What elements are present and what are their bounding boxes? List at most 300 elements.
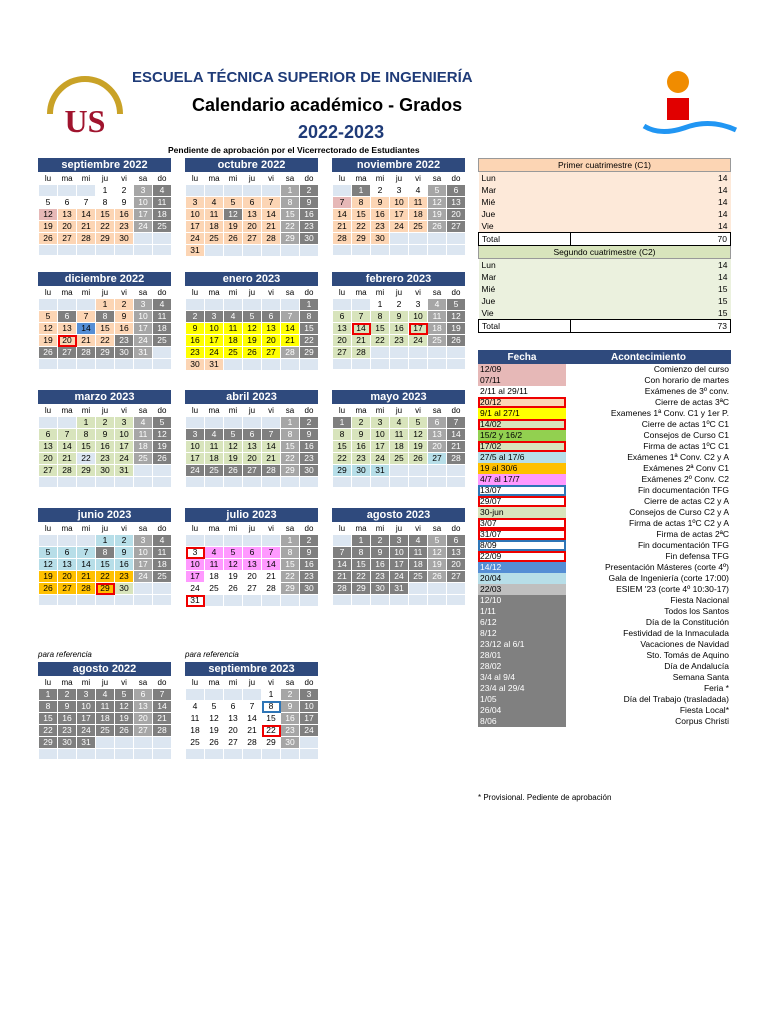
calendar-day: 9 — [96, 429, 115, 441]
calendar-day: 21 — [281, 335, 300, 347]
calendar-day: 4 — [428, 299, 447, 311]
calendar-day: 16 — [115, 209, 134, 221]
calendar-day: 23 — [300, 221, 319, 233]
calendar-day: 20 — [333, 335, 352, 347]
calendar-day: 11 — [409, 547, 428, 559]
event-date: 8/09 — [478, 540, 566, 551]
calendar-day: 4 — [153, 535, 172, 547]
calendar-day: 18 — [390, 441, 409, 453]
event-description: Vacaciones de Navidad — [640, 639, 729, 649]
calendar-day: 16 — [300, 441, 319, 453]
calendar-day: 6 — [243, 429, 262, 441]
calendar-empty-cell — [281, 359, 300, 371]
weekday-label: lu — [333, 405, 352, 417]
weekday-label: ma — [205, 677, 224, 689]
calendar-day: 22 — [300, 335, 319, 347]
calendar-day: 31 — [390, 583, 409, 595]
weekday-label: vi — [115, 523, 134, 535]
event-row — [478, 683, 731, 694]
calendar-day: 13 — [333, 323, 352, 335]
event-description: Cierre de actas 3ªC — [654, 397, 729, 407]
weekday-label: vi — [409, 523, 428, 535]
weekday-label: lu — [333, 287, 352, 299]
calendar-empty-cell — [115, 245, 134, 256]
calendar-day: 9 — [300, 547, 319, 559]
calendar-day: 5 — [205, 701, 224, 713]
calendar-day: 12 — [115, 701, 134, 713]
calendar-day: 29 — [281, 233, 300, 245]
calendar-empty-cell — [447, 477, 466, 488]
calendar-day: 7 — [262, 197, 281, 209]
month-header: septiembre 2023 — [185, 662, 318, 676]
event-row — [478, 375, 731, 386]
calendar-day: 14 — [262, 559, 281, 571]
summary-day-count: 14 — [571, 184, 731, 196]
calendar-empty-cell — [153, 359, 172, 370]
summary-day-label: Mar — [479, 184, 571, 196]
calendar-day: 10 — [409, 311, 428, 323]
event-row — [478, 364, 731, 375]
summary-day-label: Vie — [479, 220, 571, 233]
summary-day-label: Jue — [479, 295, 571, 307]
calendar-day: 30 — [115, 583, 134, 595]
calendar-day: 29 — [352, 233, 371, 245]
calendar-day: 7 — [281, 311, 300, 323]
calendar-day: 4 — [390, 417, 409, 429]
calendar-day: 6 — [224, 701, 243, 713]
calendar-day: 30 — [58, 737, 77, 749]
calendar-day: 11 — [224, 323, 243, 335]
calendar-day: 3 — [134, 185, 153, 197]
calendar-day: 19 — [428, 559, 447, 571]
calendar-day: 2 — [300, 535, 319, 547]
event-date: 12/09 — [478, 364, 566, 375]
calendar-day: 26 — [153, 453, 172, 465]
calendar-day: 15 — [300, 323, 319, 335]
calendar-empty-cell — [186, 417, 205, 429]
weekday-label: ju — [96, 405, 115, 417]
calendar-empty-cell — [352, 477, 371, 488]
calendar-day: 23 — [58, 725, 77, 737]
calendar-day: 26 — [39, 583, 58, 595]
calendar-day: 7 — [447, 417, 466, 429]
calendar-day: 16 — [300, 209, 319, 221]
calendar-day: 10 — [205, 323, 224, 335]
calendar-empty-cell — [205, 245, 224, 257]
calendar-day: 20 — [243, 221, 262, 233]
calendar-day: 2 — [115, 185, 134, 197]
calendar-empty-cell — [390, 465, 409, 477]
calendar-empty-cell — [243, 535, 262, 547]
calendar-empty-cell — [186, 535, 205, 547]
calendar-day: 29 — [262, 737, 281, 749]
calendar-day: 20 — [447, 559, 466, 571]
month-calendar — [185, 508, 318, 607]
weekday-label: do — [153, 287, 172, 299]
event-row — [478, 408, 731, 419]
weekday-label: do — [300, 677, 319, 689]
calendar-empty-cell — [224, 299, 243, 311]
calendar-day: 10 — [77, 701, 96, 713]
calendar-empty-cell — [224, 359, 243, 371]
calendar-day: 4 — [205, 429, 224, 441]
weekday-label: do — [153, 523, 172, 535]
event-row — [478, 529, 731, 540]
calendar-day: 13 — [39, 441, 58, 453]
calendar-day: 22 — [352, 571, 371, 583]
calendar-empty-cell — [205, 477, 224, 488]
event-row — [478, 507, 731, 518]
calendar-day: 8 — [300, 311, 319, 323]
calendar-day: 7 — [352, 311, 371, 323]
weekday-label: lu — [186, 523, 205, 535]
calendar-day: 13 — [262, 323, 281, 335]
calendar-day: 2 — [115, 299, 134, 311]
pending-approval-note: Pendiente de aprobación por el Vicerrectorado de Estudiantes — [168, 145, 420, 155]
calendar-day: 10 — [115, 429, 134, 441]
event-description: Día de la Constitución — [645, 617, 729, 627]
calendar-day: 11 — [205, 559, 224, 571]
calendar-day: 13 — [243, 441, 262, 453]
calendar-empty-cell — [58, 359, 77, 370]
weekday-label: mi — [371, 405, 390, 417]
calendar-day: 19 — [224, 571, 243, 583]
calendar-day: 8 — [262, 701, 281, 713]
calendar-day: 13 — [58, 209, 77, 221]
event-row — [478, 485, 731, 496]
weekday-label: ma — [58, 287, 77, 299]
reference-label: para referencia — [38, 650, 92, 659]
calendar-empty-cell — [39, 477, 58, 488]
calendar-day: 21 — [333, 571, 352, 583]
calendar-day: 8 — [281, 197, 300, 209]
calendar-empty-cell — [409, 245, 428, 256]
calendar-day: 5 — [224, 429, 243, 441]
month-calendar — [332, 272, 465, 370]
weekday-label: mi — [371, 287, 390, 299]
month-calendar — [38, 508, 171, 606]
calendar-empty-cell — [447, 465, 466, 477]
calendar-day: 5 — [39, 197, 58, 209]
calendar-day: 28 — [153, 725, 172, 737]
calendar-day: 26 — [428, 221, 447, 233]
event-date: 31/07 — [478, 529, 566, 540]
calendar-empty-cell — [224, 477, 243, 488]
calendar-empty-cell — [153, 477, 172, 488]
calendar-day: 29 — [96, 347, 115, 359]
calendar-day: 1 — [300, 299, 319, 311]
calendar-day: 21 — [77, 221, 96, 233]
calendar-day: 3 — [186, 429, 205, 441]
calendar-day: 3 — [134, 535, 153, 547]
calendar-day: 28 — [262, 233, 281, 245]
calendar-day: 11 — [409, 197, 428, 209]
calendar-day: 30 — [96, 465, 115, 477]
weekday-label: ma — [58, 405, 77, 417]
calendar-day: 19 — [39, 335, 58, 347]
calendar-empty-cell — [428, 233, 447, 245]
event-description: Todos los Santos — [664, 606, 729, 616]
calendar-empty-cell — [58, 299, 77, 311]
calendar-day: 27 — [447, 571, 466, 583]
weekday-label: sa — [134, 287, 153, 299]
calendar-empty-cell — [447, 595, 466, 606]
calendar-day: 9 — [115, 547, 134, 559]
event-description: ESIEM '23 (corte 4º 10:30-17) — [616, 584, 729, 594]
calendar-day: 22 — [262, 725, 281, 737]
calendar-empty-cell — [153, 233, 172, 245]
school-logo — [640, 70, 740, 140]
calendar-day: 14 — [77, 323, 96, 335]
calendar-day: 1 — [96, 185, 115, 197]
calendar-day: 31 — [371, 465, 390, 477]
calendar-day: 1 — [39, 689, 58, 701]
calendar-day: 7 — [333, 547, 352, 559]
calendar-day: 23 — [96, 453, 115, 465]
weekday-label: ma — [352, 287, 371, 299]
calendar-day: 14 — [352, 323, 371, 335]
weekday-label: do — [153, 677, 172, 689]
calendar-empty-cell — [300, 477, 319, 488]
weekday-label: vi — [409, 173, 428, 185]
calendar-empty-cell — [115, 749, 134, 760]
event-row — [478, 672, 731, 683]
event-description: Fin documentación TFG — [637, 485, 729, 495]
calendar-day: 21 — [262, 571, 281, 583]
calendar-day: 8 — [352, 197, 371, 209]
weekday-label: ju — [390, 405, 409, 417]
calendar-day: 12 — [39, 209, 58, 221]
calendar-day: 27 — [58, 347, 77, 359]
weekday-label: vi — [409, 405, 428, 417]
calendar-empty-cell — [224, 535, 243, 547]
event-row — [478, 694, 731, 705]
calendar-day: 9 — [300, 429, 319, 441]
calendar-empty-cell — [153, 245, 172, 256]
event-row — [478, 419, 731, 430]
weekday-label: ma — [352, 405, 371, 417]
calendar-day: 18 — [409, 559, 428, 571]
summary-day-label: Mar — [479, 271, 571, 283]
event-row — [478, 463, 731, 474]
calendar-day: 22 — [96, 335, 115, 347]
month-header: junio 2023 — [38, 508, 171, 522]
calendar-day: 12 — [153, 429, 172, 441]
calendar-day: 25 — [96, 725, 115, 737]
weekday-label: sa — [134, 405, 153, 417]
calendar-day: 14 — [77, 559, 96, 571]
calendar-day: 2 — [96, 417, 115, 429]
weekday-label: lu — [186, 677, 205, 689]
calendar-day: 15 — [333, 441, 352, 453]
event-description: Feria * — [703, 683, 729, 693]
weekday-label: vi — [262, 405, 281, 417]
weekday-label: ju — [243, 173, 262, 185]
calendar-day: 20 — [262, 335, 281, 347]
calendar-day: 25 — [205, 233, 224, 245]
calendar-day: 28 — [77, 233, 96, 245]
calendar-empty-cell — [409, 233, 428, 245]
event-date: 19 al 30/6 — [478, 463, 566, 474]
event-description: Cierre de actas C2 y A — [643, 496, 729, 506]
calendar-day: 5 — [224, 197, 243, 209]
calendar-empty-cell — [390, 359, 409, 370]
calendar-day: 2 — [58, 689, 77, 701]
calendar-empty-cell — [77, 245, 96, 256]
weekday-label: sa — [428, 523, 447, 535]
calendar-day: 17 — [390, 209, 409, 221]
calendar-day: 12 — [428, 547, 447, 559]
calendar-day: 26 — [39, 347, 58, 359]
calendar-day: 28 — [447, 453, 466, 465]
calendar-empty-cell — [205, 595, 224, 607]
calendar-day: 7 — [153, 689, 172, 701]
calendar-empty-cell — [243, 359, 262, 371]
calendar-day: 30 — [300, 583, 319, 595]
calendar-empty-cell — [262, 417, 281, 429]
event-description: Festividad de la Inmaculada — [623, 628, 729, 638]
calendar-day: 10 — [371, 429, 390, 441]
calendar-empty-cell — [428, 465, 447, 477]
calendar-empty-cell — [134, 595, 153, 606]
calendar-day: 14 — [447, 429, 466, 441]
calendar-day: 14 — [77, 209, 96, 221]
calendar-day: 27 — [447, 221, 466, 233]
calendar-empty-cell — [96, 749, 115, 760]
calendar-day: 16 — [371, 209, 390, 221]
calendar-day: 9 — [300, 197, 319, 209]
calendar-day: 27 — [243, 583, 262, 595]
weekday-label: vi — [409, 287, 428, 299]
calendar-day: 15 — [77, 441, 96, 453]
calendar-day: 21 — [243, 725, 262, 737]
calendar-empty-cell — [428, 583, 447, 595]
weekday-label: mi — [371, 523, 390, 535]
month-header: mayo 2023 — [332, 390, 465, 404]
event-date: 8/12 — [478, 628, 566, 639]
calendar-day: 16 — [186, 335, 205, 347]
calendar-day: 15 — [281, 209, 300, 221]
event-row — [478, 628, 731, 639]
calendar-day: 9 — [371, 197, 390, 209]
calendar-day: 24 — [371, 453, 390, 465]
weekday-label: mi — [224, 287, 243, 299]
calendar-empty-cell — [96, 595, 115, 606]
month-calendar — [185, 158, 318, 257]
month-header: enero 2023 — [185, 272, 318, 286]
weekday-label: vi — [115, 677, 134, 689]
calendar-day: 12 — [409, 429, 428, 441]
calendar-empty-cell — [153, 737, 172, 749]
weekday-label: lu — [39, 173, 58, 185]
calendar-day: 19 — [39, 221, 58, 233]
calendar-day: 11 — [428, 311, 447, 323]
calendar-day: 13 — [224, 713, 243, 725]
calendar-empty-cell — [39, 749, 58, 760]
event-description: Exámenes 1ª Conv. C2 y A — [627, 452, 729, 462]
calendar-day: 22 — [333, 453, 352, 465]
calendar-empty-cell — [243, 185, 262, 197]
calendar-empty-cell — [300, 749, 319, 760]
calendar-day: 2 — [390, 299, 409, 311]
calendar-empty-cell — [186, 185, 205, 197]
calendar-day: 2 — [281, 689, 300, 701]
calendar-day: 23 — [281, 725, 300, 737]
calendar-empty-cell — [281, 299, 300, 311]
calendar-day: 13 — [428, 429, 447, 441]
calendar-day: 5 — [224, 547, 243, 559]
calendar-empty-cell — [134, 245, 153, 256]
calendar-empty-cell — [205, 185, 224, 197]
calendar-empty-cell — [333, 595, 352, 606]
calendar-day: 17 — [371, 441, 390, 453]
calendar-day: 5 — [428, 535, 447, 547]
calendar-day: 6 — [428, 417, 447, 429]
calendar-day: 4 — [409, 185, 428, 197]
event-row — [478, 595, 731, 606]
calendar-day: 28 — [58, 465, 77, 477]
event-description: Firma de actas 1ºC C2 y A — [629, 518, 729, 528]
academic-year: 2022-2023 — [298, 122, 385, 142]
calendar-day: 8 — [333, 429, 352, 441]
weekday-label: do — [300, 523, 319, 535]
calendar-empty-cell — [77, 359, 96, 370]
calendar-day: 27 — [58, 583, 77, 595]
calendar-day: 24 — [134, 221, 153, 233]
month-header: septiembre 2022 — [38, 158, 171, 172]
calendar-day: 26 — [224, 233, 243, 245]
calendar-day: 3 — [390, 535, 409, 547]
calendar-empty-cell — [58, 535, 77, 547]
event-row — [478, 474, 731, 485]
calendar-day: 4 — [134, 417, 153, 429]
calendar-empty-cell — [205, 749, 224, 760]
event-date: 3/4 al 9/4 — [478, 672, 566, 683]
calendar-day: 11 — [390, 429, 409, 441]
calendar-empty-cell — [409, 347, 428, 359]
event-description: Firma de actas 1ºC C1 — [643, 441, 729, 451]
month-header: julio 2023 — [185, 508, 318, 522]
calendar-day: 30 — [281, 737, 300, 749]
calendar-day: 27 — [333, 347, 352, 359]
calendar-empty-cell — [134, 583, 153, 595]
calendar-empty-cell — [352, 299, 371, 311]
calendar-day: 30 — [115, 233, 134, 245]
calendar-day: 30 — [371, 233, 390, 245]
weekday-label: sa — [281, 677, 300, 689]
calendar-empty-cell — [186, 689, 205, 701]
weekday-label: do — [447, 173, 466, 185]
event-date: 22/09 — [478, 551, 566, 562]
weekday-label: vi — [262, 287, 281, 299]
calendar-empty-cell — [371, 595, 390, 606]
calendar-day: 18 — [205, 571, 224, 583]
calendar-day: 1 — [262, 689, 281, 701]
school-name: ESCUELA TÉCNICA SUPERIOR DE INGENIERÍA — [132, 69, 473, 86]
event-description: Corpus Christi — [675, 716, 729, 726]
weekday-label: vi — [262, 677, 281, 689]
summary-day-count: 14 — [571, 220, 731, 233]
event-description: Exámenes 2º Conv. C2 — [641, 474, 729, 484]
event-row — [478, 650, 731, 661]
calendar-empty-cell — [58, 595, 77, 606]
calendar-empty-cell — [134, 359, 153, 370]
weekday-label: lu — [186, 287, 205, 299]
calendar-day: 11 — [153, 197, 172, 209]
calendar-day: 14 — [243, 713, 262, 725]
weekday-label: sa — [281, 523, 300, 535]
calendar-day: 9 — [58, 701, 77, 713]
